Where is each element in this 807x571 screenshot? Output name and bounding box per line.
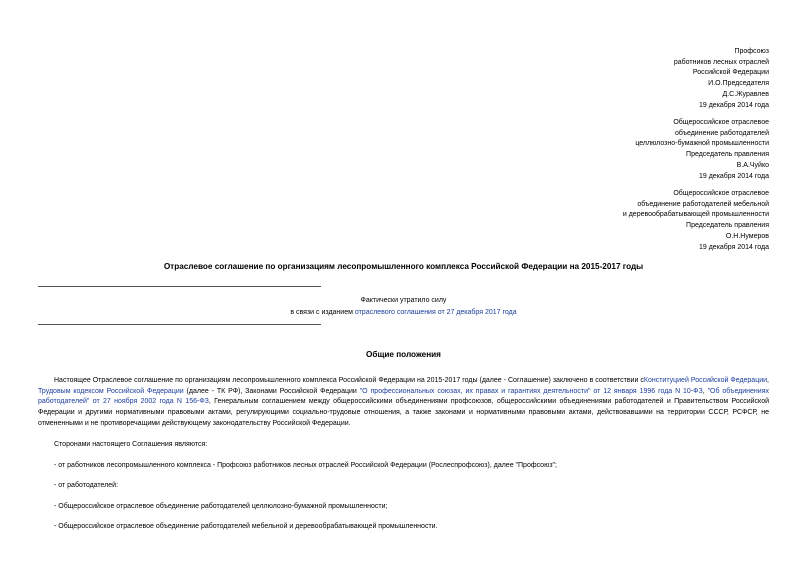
list-item: - от работодателей: [54, 482, 119, 489]
signature-line: Председатель правления [686, 222, 769, 230]
expiry-notice-line: Фактически утратило силу [360, 297, 447, 304]
section-heading: Общие положения [366, 350, 441, 359]
paragraph-text: Настоящее Отраслевое соглашение по организациям лесопромышленного комплекса Российской Федерации на 2015-2017 годы (далее - Соглашение) заключено в соответствии с [54, 377, 644, 384]
labor-code-link[interactable]: Трудовым кодексом Российской Федерации [38, 387, 184, 395]
employers-associations-law-link[interactable]: "Об объединениях работодателей" от 27 ноября 2002 года N 156-ФЗ [38, 387, 770, 406]
signature-line: Общероссийское отраслевое [673, 190, 769, 197]
constitution-link[interactable]: Конституцией Российской Федерации [643, 377, 768, 384]
signature-line: Председатель правления [686, 151, 769, 159]
divider-top [38, 286, 321, 287]
signature-date: 19 декабря 2014 года [698, 243, 769, 251]
divider-bottom [38, 324, 321, 325]
new-agreement-link[interactable]: отраслевого соглашения от 27 декабря 2017 года [354, 309, 517, 316]
intro-paragraph [38, 376, 769, 430]
signature-line: Российской Федерации [692, 69, 769, 77]
signature-line: В.А.Чуйко [736, 161, 769, 169]
signature-block-pulp-paper [635, 118, 769, 182]
paragraph-text: , [702, 387, 708, 395]
parties-intro: Сторонами настоящего Соглашения являются: [54, 441, 208, 448]
notice-text: в связи с изданием [290, 309, 355, 316]
trade-unions-law-link[interactable]: "О профессиональных союзах, их правах и гарантиях деятельности" от 12 января 1996 года N 10-ФЗ [359, 387, 703, 395]
signature-line: объединение работодателей [674, 129, 769, 137]
signature-date: 19 декабря 2014 года [698, 101, 769, 109]
expiry-notice-reference [0, 307, 807, 318]
signature-line: И.О.Председателя [708, 80, 769, 88]
paragraph-text: , [767, 377, 769, 384]
signature-line: и деревообрабатывающей промышленности [622, 211, 769, 219]
list-item: - Общероссийское отраслевое объединение работодателей целлюлозно-бумажной промышленности; [54, 503, 388, 510]
signature-line: работников лесных отраслей [673, 58, 769, 66]
paragraph-text: , Генеральным соглашением между общероссийскими объединениями профсоюзов, общероссийскими объединениями работодателей и Правительством Российской Федерации и другими нормативными правовыми актами, регулирующими социально-трудовые отношения, а также законами и нормативными правовыми актами, действовавшими на территории СССР, РСФСР, не отмененными и не противоречащими действующему законодательству Российской Федерации. [38, 398, 769, 427]
paragraph-text: (далее - ТК РФ), Законами Российской Федерации [183, 387, 360, 395]
document-title: Отраслевое соглашение по организациям лесопромышленного комплекса Российской Федерации на 2015-2017 годы [163, 262, 644, 271]
list-item: - Общероссийское отраслевое объединение работодателей мебельной и деревообрабатывающей промышленности. [54, 523, 438, 530]
list-item: - от работников лесопромышленного комплекса - Профсоюз работников лесных отраслей Российской Федерации (Рослеспрофсоюз), далее "Профсоюз"; [54, 462, 557, 469]
signature-block-trade-union [674, 47, 769, 111]
signature-block-furniture-woodworking [623, 189, 769, 253]
signature-line: объединение работодателей мебельной [637, 200, 769, 208]
signature-date: 19 декабря 2014 года [698, 172, 769, 180]
signature-line: Общероссийское отраслевое [673, 119, 769, 126]
signature-line: О.Н.Нумеров [725, 232, 769, 240]
signature-line: Профсоюз [734, 48, 769, 55]
signature-line: Д.С.Журавлев [722, 90, 769, 98]
signature-line: целлюлозно-бумажной промышленности [635, 140, 769, 148]
